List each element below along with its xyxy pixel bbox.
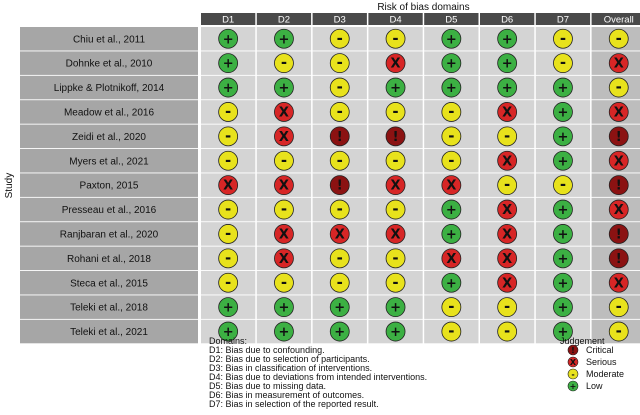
judgement-symbol: - (336, 29, 343, 48)
judgement-symbol: + (557, 325, 569, 341)
judgement-symbol: ! (615, 129, 622, 145)
judgement-symbol: X (278, 129, 289, 145)
judgement-symbol: + (501, 56, 513, 72)
judgement-symbol: + (501, 32, 513, 48)
judgement-symbol: - (615, 297, 622, 316)
judgement-symbol: + (557, 105, 569, 121)
judgement-symbol: + (557, 154, 569, 170)
judgement-symbol: - (615, 78, 622, 97)
judgement-symbol: - (504, 297, 511, 316)
judgement-symbol: - (448, 297, 455, 316)
column-header-d7: D7 (556, 14, 570, 26)
study-label-rohani-et-al-2018: Rohani et al., 2018 (67, 253, 151, 265)
column-header-d5: D5 (445, 14, 458, 26)
study-label-chiu-et-al-2011: Chiu et al., 2011 (72, 34, 146, 46)
judgement-symbol: X (613, 105, 624, 121)
judgement-symbol: + (445, 227, 457, 243)
legend-symbol-critical: ! (571, 346, 575, 355)
judgement-symbol: X (613, 56, 624, 72)
judgement-symbol: - (225, 102, 232, 121)
judgement-symbol: - (392, 248, 399, 267)
judgement-symbol: X (502, 105, 513, 121)
column-header-d3: D3 (333, 14, 346, 26)
judgement-symbol: - (225, 200, 232, 219)
judgement-symbol: + (445, 203, 457, 219)
domain-d2: D2: Bias due to selection of participants. (209, 354, 370, 364)
judgement-symbol: - (448, 102, 455, 121)
judgement-symbol: - (280, 273, 288, 292)
legend-symbol-serious: X (569, 358, 577, 367)
judgement-symbol: X (390, 178, 401, 194)
domain-d5: D5: Bias due to missing data. (209, 381, 327, 391)
judgement-symbol: ! (336, 129, 343, 145)
study-label-dohnke-et-al-2010: Dohnke et al., 2010 (65, 58, 153, 70)
judgement-symbol: X (613, 154, 624, 170)
judgement-symbol: - (336, 78, 343, 97)
domain-d4: D4: Bias due to deviations from intended interventions. (209, 372, 428, 382)
study-label-teleki-et-al-2021: Teleki et al., 2021 (70, 327, 148, 339)
judgement-symbol: + (278, 325, 290, 341)
legend-symbol-moderate: - (571, 370, 575, 379)
judgement-symbol: X (502, 227, 513, 243)
judgement-symbol: ! (392, 129, 399, 145)
judgement-symbol: + (278, 32, 290, 48)
judgement-symbol: + (278, 81, 290, 97)
study-label-presseau-et-al-2016: Presseau et al., 2016 (61, 205, 157, 217)
judgement-symbol: X (223, 178, 234, 194)
column-header-d1: D1 (222, 14, 235, 26)
judgement-symbol: - (559, 53, 567, 72)
judgement-symbol: + (222, 32, 234, 48)
domain-d7: D7: Bias in selection of the reported result. (209, 399, 379, 409)
column-header-d6: D6 (501, 14, 514, 26)
judgement-symbol: X (446, 178, 457, 194)
judgement-symbol: X (446, 251, 457, 267)
judgement-symbol: - (225, 248, 232, 267)
judgement-symbol: ! (615, 178, 622, 194)
judgement-symbol: - (504, 175, 511, 194)
judgement-symbol: + (557, 227, 569, 243)
judgement-symbol: - (448, 126, 455, 145)
judgement-symbol: - (280, 53, 288, 72)
study-label-meadow-et-al-2016: Meadow et al., 2016 (63, 107, 155, 119)
judgement-symbol: X (502, 154, 513, 170)
judgement-symbol: + (334, 300, 346, 316)
judgement-symbol: ! (336, 178, 343, 194)
judgement-symbol: + (501, 81, 513, 97)
study-label-paxton-2015: Paxton, 2015 (79, 180, 139, 192)
judgement-symbol: X (278, 105, 289, 121)
judgement-symbol: X (502, 203, 513, 219)
judgement-symbol: - (336, 53, 343, 72)
study-label-teleki-et-al-2018: Teleki et al., 2018 (70, 302, 148, 314)
judgement-symbol: - (615, 29, 622, 48)
domain-d1: D1: Bias due to confounding. (209, 345, 325, 355)
column-header-overall: Overall (603, 14, 634, 26)
judgement-symbol: - (336, 102, 343, 121)
judgement-symbol: - (559, 29, 567, 48)
judgement-symbol: + (222, 81, 234, 97)
judgement-symbol: X (390, 56, 401, 72)
judgement-symbol: - (336, 273, 343, 292)
column-header-d2: D2 (277, 14, 291, 26)
judgement-symbol: + (222, 325, 234, 341)
judgement-symbol: X (613, 276, 624, 292)
judgement-symbol: + (334, 325, 346, 341)
judgement-symbol: - (504, 126, 511, 145)
study-label-lippke-plotnikoff-2014: Lippke & Plotnikoff, 2014 (53, 83, 165, 95)
judgement-symbol: - (392, 151, 399, 170)
judgement-symbol: - (615, 322, 622, 341)
study-label-ranjbaran-et-al-2020: Ranjbaran et al., 2020 (59, 229, 159, 241)
judgement-symbol: + (445, 32, 457, 48)
judgement-symbol: - (225, 273, 232, 292)
judgement-symbol: + (557, 276, 569, 292)
judgement-symbol: - (336, 151, 343, 170)
judgement-symbol: + (222, 56, 234, 72)
judgement-symbol: - (392, 102, 399, 121)
column-header-d4: D4 (389, 14, 402, 26)
judgement-symbol: - (559, 175, 567, 194)
judgement-symbol: ! (615, 227, 622, 243)
judgement-symbol: - (225, 224, 232, 243)
legend-label-moderate: Moderate (586, 369, 625, 379)
domain-d6: D6: Bias in measurement of outcomes. (209, 390, 365, 400)
judgement-symbol: X (278, 178, 289, 194)
judgement-symbol: - (448, 322, 455, 341)
judgement-symbol: + (445, 276, 457, 292)
judgement-symbol: + (557, 251, 569, 267)
judgement-symbol: + (445, 56, 457, 72)
judgement-symbol: X (613, 203, 624, 219)
y-axis-label: Study (4, 172, 15, 199)
study-label-zeidi-et-al-2020: Zeidi et al., 2020 (72, 131, 146, 143)
judgement-symbol: X (334, 227, 345, 243)
judgement-symbol: + (390, 300, 402, 316)
judgement-symbol: - (448, 151, 455, 170)
judgement-symbol: - (392, 273, 399, 292)
judgement-symbol: - (336, 248, 343, 267)
judgement-symbol: - (225, 126, 232, 145)
legend-symbol-low: + (569, 382, 577, 391)
judgement-symbol: - (336, 200, 343, 219)
judgement-symbol: X (390, 227, 401, 243)
judgement-symbol: + (557, 129, 569, 145)
judgement-symbol: - (280, 151, 288, 170)
judgement-symbol: + (445, 81, 457, 97)
judgement-symbol: ! (615, 251, 622, 267)
legend-label-serious: Serious (586, 357, 617, 367)
judgement-symbol: X (502, 276, 513, 292)
judgement-symbol: - (392, 200, 399, 219)
judgement-symbol: + (222, 300, 234, 316)
legend-label-critical: Critical (586, 345, 614, 355)
domains-title: Domains: (209, 336, 248, 346)
chart-title: Risk of bias domains (377, 2, 470, 13)
study-label-steca-et-al-2015: Steca et al., 2015 (70, 278, 148, 290)
judgement-symbol: + (557, 81, 569, 97)
judgement-symbol: + (557, 203, 569, 219)
judgement-symbol: + (278, 300, 290, 316)
judgement-symbol: X (502, 251, 513, 267)
legend-label-low: Low (586, 381, 603, 391)
judgement-symbol: - (280, 200, 288, 219)
judgement-symbol: X (278, 227, 289, 243)
judgement-symbol: - (504, 322, 511, 341)
judgement-symbol: X (278, 251, 289, 267)
domain-d3: D3: Bias in classification of interventions. (209, 363, 373, 373)
judgement-symbol: + (557, 300, 569, 316)
judgement-symbol: - (225, 151, 232, 170)
judgement-symbol: + (390, 81, 402, 97)
study-label-myers-et-al-2021: Myers et al., 2021 (69, 156, 149, 168)
judgement-symbol: + (390, 325, 402, 341)
judgement-symbol: - (392, 29, 399, 48)
legend-title: Judgement (560, 336, 605, 346)
